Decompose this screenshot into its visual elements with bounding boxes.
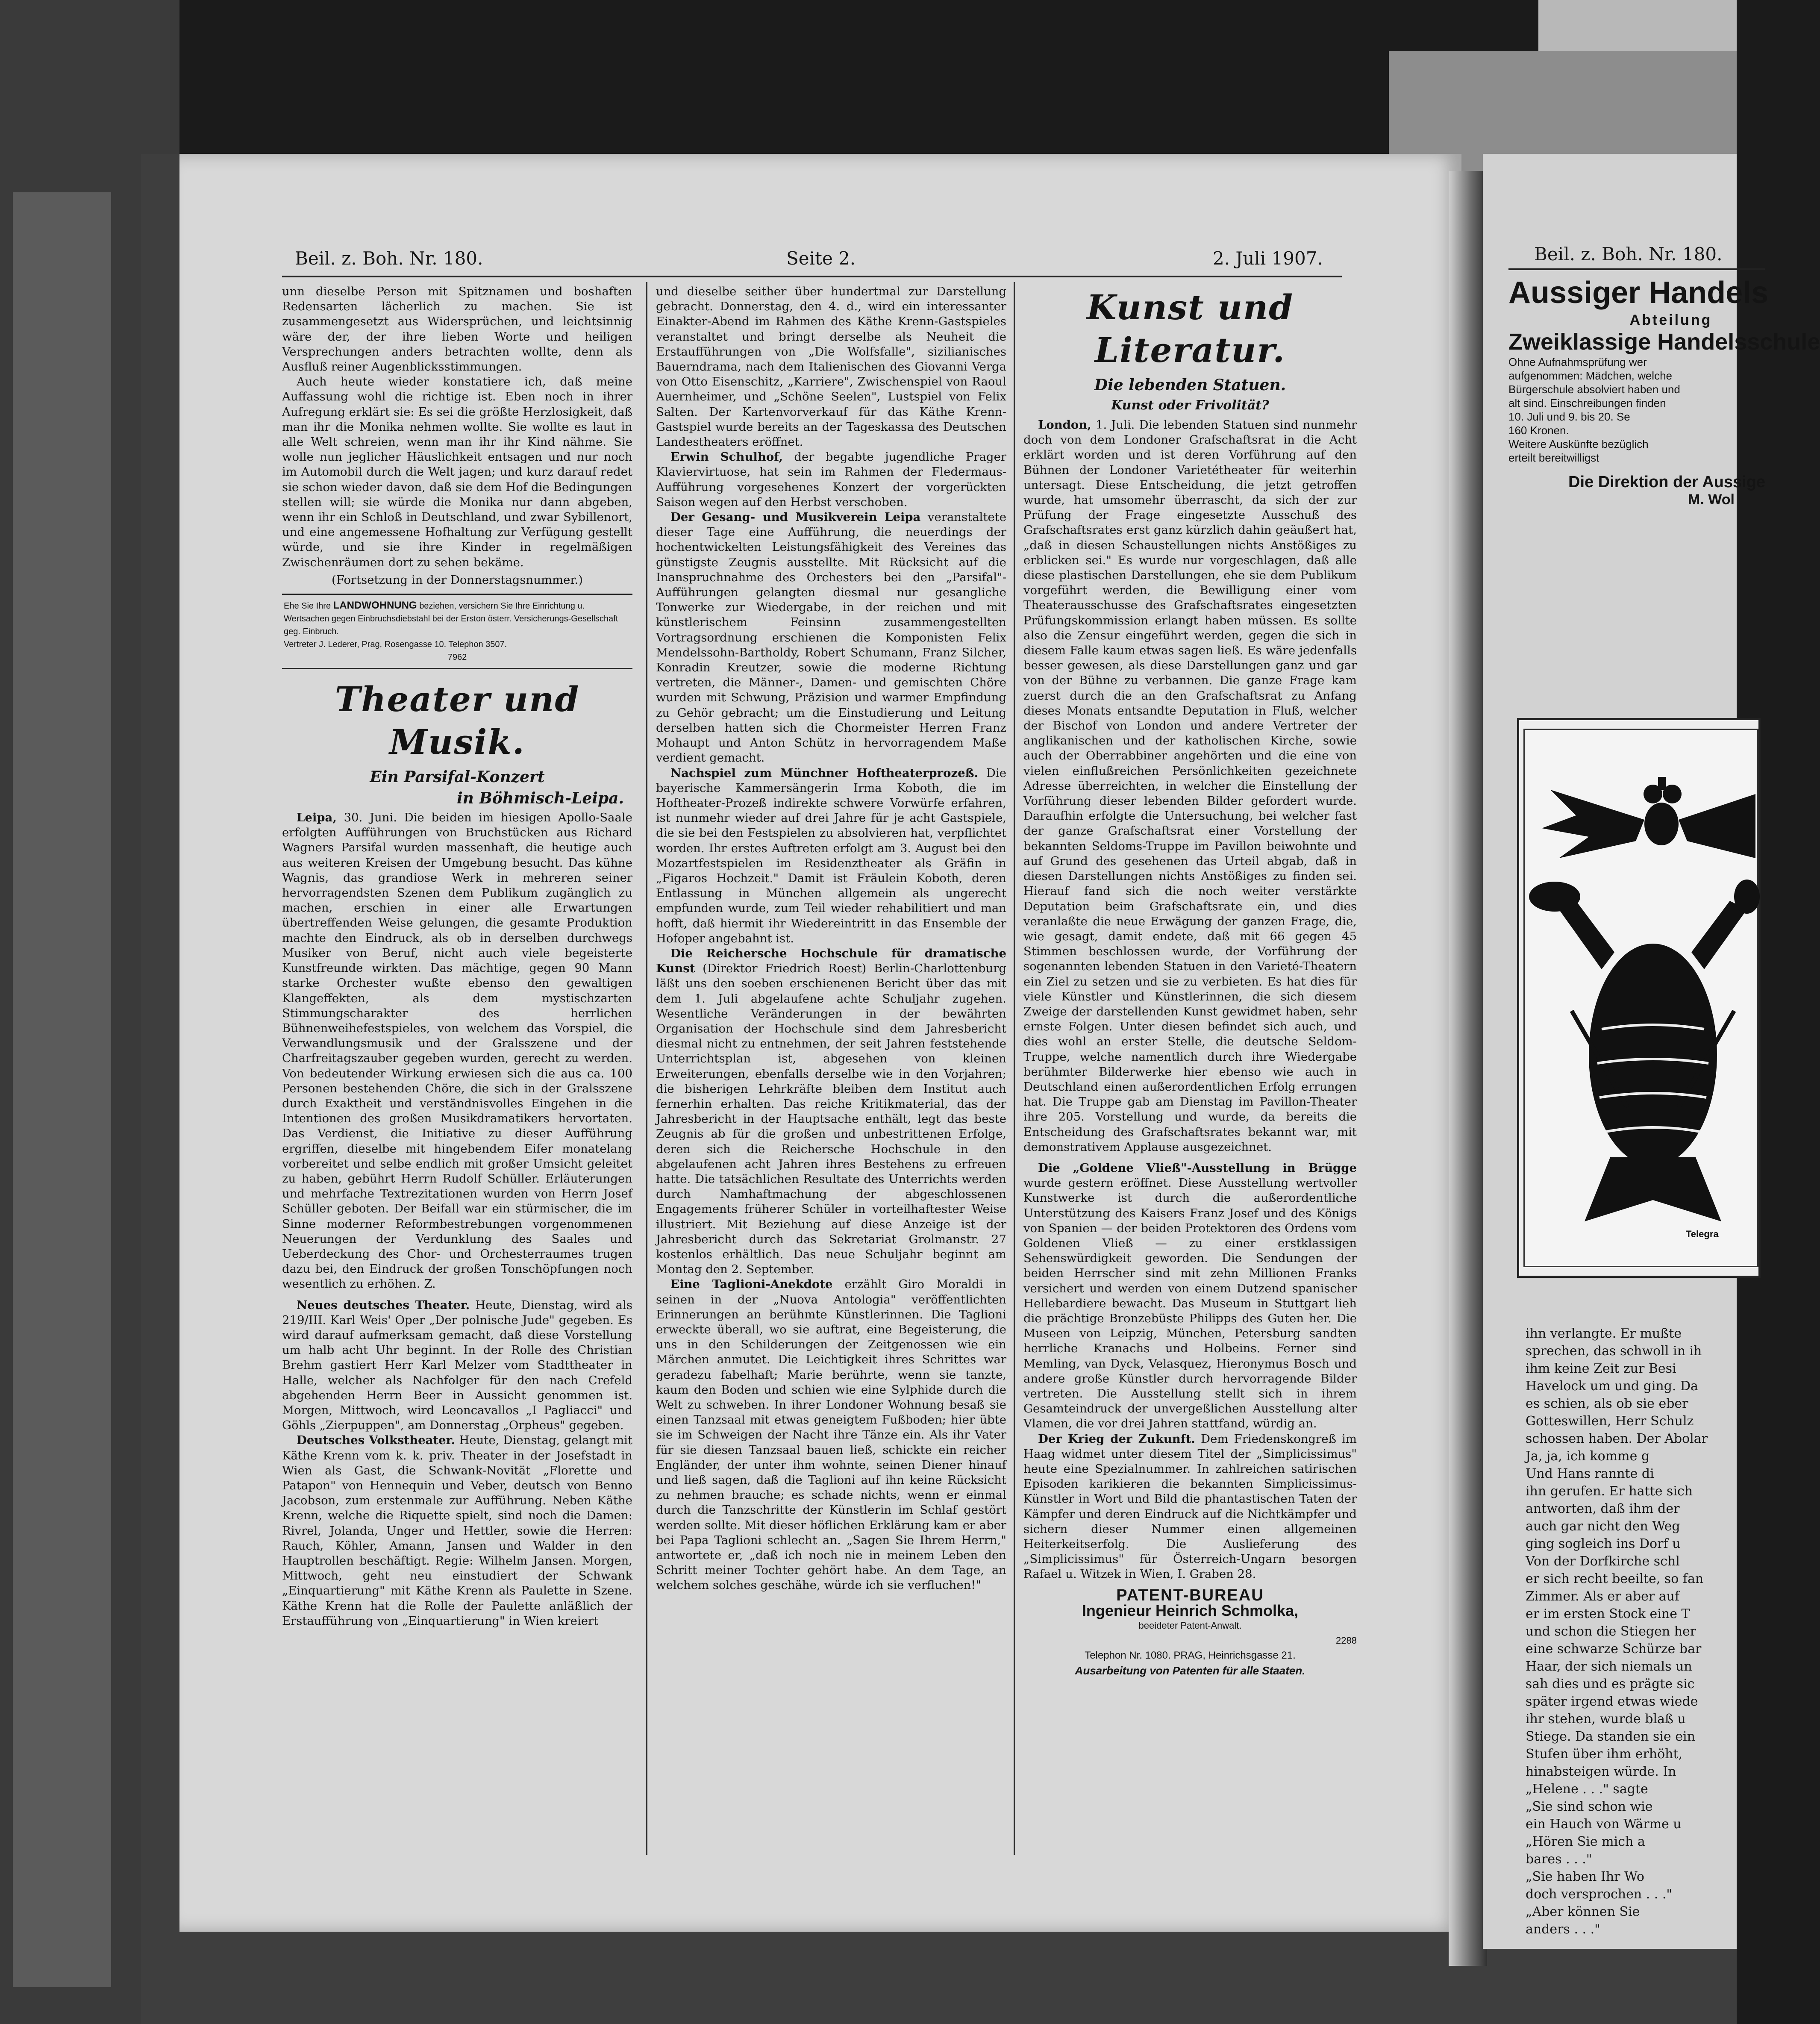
story-line: ein Hauch von Wärme u bbox=[1526, 1817, 1682, 1832]
article-paragraph: Auch heute wieder konstatiere ich, daß meine Auffassung wohl die richtige ist. Eben noch in ihrer Aufregung erklärt sie: Es sei die größte Herzlosigkeit, daß man ihr die Monika nehmen wollte. Sie wollte es laut in alle Welt schreien, wenn man ihr ihr Kind nähme. Sie wolle nun jeglicher Häuslichkeit entsagen und nur noch im Automobil durch die Welt jagen; und kurz darauf redet sie schon wieder davon, daß sie dem Hof die Bedingungen stellen will; sie würde die Monika nur dann abgeben, wenn ihr ein Schloß in Deutschland, und zwar Sybillenort, und eine angemessene Hofhaltung zur Verfügung gestellt würde, und sie ihre Kinder in regelmäßigen Zwischenräumen dort zu sehen bekäme. bbox=[282, 375, 632, 569]
item-heading: Deutsches Volkstheater. bbox=[297, 1433, 456, 1447]
header-left: Beil. z. Boh. Nr. 180. bbox=[295, 248, 483, 269]
item-heading: Der Krieg der Zukunft. bbox=[1038, 1432, 1195, 1446]
section-title-theater: Theater und Musik. bbox=[335, 679, 580, 762]
header-rule bbox=[282, 276, 1342, 277]
ad-body-line: 10. Juli und 9. bis 20. Se bbox=[1508, 410, 1630, 423]
ad-keyword: LANDWOHNUNG bbox=[333, 600, 417, 612]
ad-contact: Vertreter J. Lederer, Prag, Rosengasse 10. Telephon 3507. bbox=[284, 640, 507, 650]
story-line: ihn verlangte. Er mußte bbox=[1526, 1326, 1682, 1341]
story-line: anders . . ." bbox=[1526, 1922, 1600, 1937]
article-continuation: unn dieselbe Person mit Spitznamen und boshaften Redensarten lächerlich zu machen. Sie ist zusammengesetzt aus Widersprüchen, und leichtsinnig wäre der, der ihre lieben Worte und heiligen Versprechungen anders betrachten wollte, denn als Ausfluß reiner Augenblicksstimmungen. bbox=[282, 285, 632, 374]
item-heading: Eine Taglioni-Anekdote bbox=[670, 1277, 833, 1291]
ad-signature-name: M. Wol bbox=[1688, 491, 1735, 508]
story-line: Und Hans rannte di bbox=[1526, 1466, 1654, 1481]
item-heading: Die „Goldene Vließ"-Ausstellung in Brügge bbox=[1038, 1161, 1357, 1175]
story-line: Ja, ja, ich komme g bbox=[1526, 1449, 1650, 1464]
section-title-kunst: Kunst und Literatur. bbox=[1086, 287, 1294, 370]
illustration-caption: Telegra bbox=[1686, 1229, 1719, 1239]
ad-code: 7962 bbox=[447, 653, 467, 662]
newspaper-page-right bbox=[1483, 154, 1820, 1949]
ad-contact: Telephon Nr. 1080. PRAG, Heinrichsgasse 21. bbox=[1085, 1650, 1296, 1662]
article-title: Die lebenden Statuen. bbox=[1094, 376, 1286, 394]
story-line: doch versprochen . . ." bbox=[1526, 1887, 1673, 1902]
header-center: Seite 2. bbox=[786, 248, 856, 269]
story-line: Havelock um und ging. Da bbox=[1526, 1379, 1698, 1394]
article-subtitle: Kunst oder Frivolität? bbox=[1111, 398, 1269, 413]
item-body: Heute, Dienstag, gelangt mit Käthe Krenn vom k. k. priv. Theater in der Josefstadt in Wien als Gast, die Schwank-Novität „Florette und Patapon" von Hennequin und Veber, deutsch von Benno Jacobson, zum erstenmale zur Aufführung. Neben Käthe Krenn, welche die Riquette spielt, sind noch die Damen: Rivrel, Jolanda, Unger und Hettler, sowie die Herren: Rauch, Köhler, Amann, Jansen und Walder in den Hauptrollen beschäftigt. Regie: Wilhelm Jansen. Morgen, Mittwoch, geht neu einstudiert der Schwank „Einquartierung" mit Käthe Krenn als Paulette in Szene. Käthe Krenn hat die Rolle der Paulette anläßlich der Erstaufführung von „Einquartierung" in Wien kreiert bbox=[282, 1433, 632, 1628]
story-line: antworten, daß ihm der bbox=[1526, 1501, 1680, 1516]
ad-name: Ingenieur Heinrich Schmolka, bbox=[1082, 1601, 1299, 1619]
item-body: (Direktor Friedrich Roest) Berlin-Charlottenburg läßt uns den soeben erschienenen Bericht über das mit dem 1. Juli abgelaufene achte Schuljahr zugehen. Wesentliche Veränderungen in der bewährten Organisation der Hochschule sind dem Jahresbericht diesmal nicht zu entnehmen, der seit Jahren feststehende Unterrichtsplan ist, abgesehen von kleinen Erweiterungen, ebenfalls derselbe wie in den Vorjahren; die bisherigen Lehrkräfte bleiben dem Institut auch fernerhin erhalten. Das reiche Kritikmaterial, das der Jahresbericht in der Hauptsache enthält, legt das beste Zeugnis ab für die großen und unbestrittenen Erfolge, deren sich die Reichersche Hochschule in den abgelaufenen acht Jahren ihres Bestehens zu erfreuen hatte. Die tatsächlichen Resultate des Unterrichts werden durch Namhaftmachung der abgeschlossenen Engagements früherer Schüler in vorteilhaftester Weise illustriert. Mit Beziehung auf diese Anzeige ist der Jahresbericht durch das Sekretariat Grolmanstr. 27 kostenlos erhältlich. Das neue Schuljahr beginnt am Montag den 2. September. bbox=[656, 962, 1006, 1277]
ad-slogan: Ausarbeitung von Patenten für alle Staaten. bbox=[1075, 1664, 1305, 1677]
story-line: ihr stehen, wurde blaß u bbox=[1526, 1712, 1686, 1727]
ad-body-line: Weitere Auskünfte bezüglich bbox=[1508, 438, 1649, 450]
story-line: „Hören Sie mich a bbox=[1526, 1834, 1645, 1849]
article-continuation: und dieselbe seither über hundertmal zur Darstellung gebracht. Donnerstag, den 4. d., wird ein interessanter Einakter-Abend im Rahmen des Käthe Krenn-Gastspieles veranstaltet und bringt derselbe als Neuheit die Erstaufführungen von „Die Wolfsfalle", sizilianisches Bauerndrama, nach dem Italienischen des Giovanni Verga von Otto Eisenschitz, „Karriere", Zwischenspiel von Raoul Auernheimer, und „Schöne Seelen", Lustspiel von Felix Salten. Der Kartenvorverkauf für das Käthe Krenn-Gastspiel wurde bereits an der Tageskassa des Deutschen Landestheaters eröffnet. bbox=[656, 285, 1006, 449]
item-heading: Der Gesang- und Musikverein Leipa bbox=[670, 510, 921, 524]
story-line: ging sogleich ins Dorf u bbox=[1526, 1536, 1681, 1551]
ad-subtitle: beeideter Patent-Anwalt. bbox=[1138, 1620, 1242, 1631]
column-2 bbox=[656, 284, 1006, 1857]
item-body: Dem Friedenskongreß im Haag widmet unter diesem Titel der „Simplicissimus" heute eine Spezialnummer. In zahlreichen satirischen Episoden karikieren die bekannten Simplicissimus-Künstler in Wort und Bild die phantastischen Taten der Kämpfer und deren Eindruck auf die Nichtkämpfer und sichern dieser Nummer einen allgemeinen Heiterkeitserfolg. Die Auslieferung des „Simplicissimus" für Österreich-Ungarn besorgen Rafael u. Witzek in Wien, I. Graben 28. bbox=[1023, 1432, 1357, 1581]
column-rule-1 bbox=[646, 282, 647, 1855]
article-body: 1. Juli. Die lebenden Statuen sind nunmehr doch von dem Londoner Grafschaftsrat in die Acht erklärt worden und ist deren Vorführung auf den Bühnen der Londoner Varietétheater für weiterhin untersagt. Diese Entscheidung, die jetzt getroffen wurde, hat umsomehr überrascht, da sich der zur Prüfung der Frage eingesetzte Ausschuß des Grafschaftsrates erst ganz kürzlich dahin geäußert hat, „daß in diesen Schaustellungen nichts Anstößiges zu erblicken sei." Es wurde nur vorgeschlagen, daß alle diese plastischen Darstellungen, ehe sie dem Publikum vorgeführt werden, die Bewilligung einer vom Theaterausschusse des Grafschaftsrates eingesetzten Prüfungskommission erlangt haben müssen. Es sollte also die Zensur eingeführt werden, gegen die sich in diesem Falle kaum etwas sagen ließ. Es wäre jedenfalls besser gewesen, als diese Darstellungen ganz und gar von der Bühne zu verbannen. Die ganze Frage kam zuerst durch die an den Grafschaftsrat zu Anfang dieses Monats entsandte Deputation in Fluß, welcher der Bischof von London und andere Vertreter der anglikanischen und der katholischen Kirche, sowie auch der Oberrabbiner angehörten und die eine von vielen einflußreichen Persönlichkeiten gezeichnete Adresse überreichten, in welcher die Einstellung der Vorführung dieser lebenden Bilder gefordert wurde. Daraufhin erfolgte die Untersuchung, bei welcher fast der ganze Grafschaftsrat einer Vorstellung der bekannten Seldoms-Truppe im Pavillon beiwohnte und auf Grund des gesehenen das Urteil abgab, daß in diesen Darstellungen nichts Anstößiges zu finden sei. Hierauf fand sich die noch weiter verstärkte Deputation beim Grafschaftsrate ein, und dies veranlaßte die neue Erwägung der ganzen Frage, die, wie gesagt, damit endete, daß mit 66 gegen 45 Stimmen beschlossen wurde, der Vorführung der sogenannten lebenden Statuen in den Varieté-Theatern ein Ziel zu setzen und sie zu verbieten. Es hat dies für viele Künstler und Künstlerinnen, die sich diesem Zweige der darstellenden Kunst gewidmet haben, sehr ernste Folgen. Unter diesen befindet sich auch, und dies wohl an erster Stelle, die deutsche Seldom-Truppe, welche namentlich durch ihre Wiedergabe berühmter Bilderwerke hier ebenso wie auch in Deutschland einen außerordentlichen Erfolg errungen hat. Die Truppe gab am Dienstag im Pavillon-Theater ihre 205. Vorstellung und wurde, da bereits die Entscheidung des Grafschaftsrates bekannt war, mit demonstrativem Applause ausgezeichnet. bbox=[1023, 418, 1357, 1154]
story-line: Gotteswillen, Herr Schulz bbox=[1526, 1414, 1694, 1429]
item-heading: Die Reichersche Hochschule für dramatische Kunst bbox=[656, 946, 1006, 976]
story-line: Stiege. Da standen sie ein bbox=[1526, 1729, 1695, 1744]
story-line: sah dies und es prägte sic bbox=[1526, 1677, 1695, 1692]
article-title: Ein Parsifal-Konzert bbox=[370, 768, 545, 786]
story-line: später irgend etwas wiede bbox=[1526, 1694, 1698, 1709]
story-line: bares . . ." bbox=[1526, 1852, 1592, 1867]
ad-title: PATENT-BUREAU bbox=[1116, 1586, 1264, 1604]
story-line: hinabsteigen würde. In bbox=[1526, 1764, 1676, 1779]
item-heading: Nachspiel zum Münchner Hoftheaterprozeß. bbox=[670, 766, 979, 780]
story-line: „Aber können Sie bbox=[1526, 1904, 1640, 1919]
ad-body-line: erteilt bereitwilligst bbox=[1508, 451, 1599, 464]
story-column bbox=[1526, 1325, 1748, 1938]
illustrated-ad bbox=[1517, 718, 1761, 1278]
story-line: und schon die Stiegen her bbox=[1526, 1624, 1697, 1639]
book-gutter bbox=[1449, 171, 1487, 1966]
story-line: schossen haben. Der Abolar bbox=[1526, 1431, 1708, 1446]
school-ad bbox=[1508, 274, 1820, 508]
story-line: eine schwarze Schürze bar bbox=[1526, 1642, 1702, 1656]
story-line: Haar, der sich niemals un bbox=[1526, 1659, 1692, 1674]
column-3 bbox=[1023, 284, 1357, 1857]
story-line: ihm keine Zeit zur Besi bbox=[1526, 1361, 1676, 1376]
story-line: „Sie sind schon wie bbox=[1526, 1799, 1653, 1814]
item-body: Heute, Dienstag, wird als 219/III. Karl Weis' Oper „Der polnische Jude" gegeben. Es wird darauf aufmerksam gemacht, daß diese Vorstellung um halb acht Uhr beginnt. In der Rolle des Christian Brehm gastiert Herr Karl Melzer vom Stadttheater in Halle, welcher als Nachfolger für den nach Crefeld abgehenden Herrn Beer in Aussicht genommen ist. Morgen, Mittwoch, wird Leoncavallos „I Pagliacci" und Göhls „Zierpuppen", am Donnerstag „Orpheus" gegeben. bbox=[282, 1298, 632, 1433]
article-body: 30. Juni. Die beiden im hiesigen Apollo-Saale erfolgten Aufführungen von Bruchstücken aus Richard Wagners Parsifal wurden massenhaft, die heutige auch aus weiteren Kreisen der Umgebung besucht. Das kühne Wagnis, das grandiose Werk in mehreren seiner hervorragendsten Szenen dem Publikum zugänglich zu machen, erschien in einer alle Erwartungen übertreffenden Weise gelungen, die gesamte Produktion machte den Eindruck, als ob in derselben durchwegs Musiker von Beruf, nicht auch viele begeisterte Kunstfreunde wirkten. Das mächtige, gegen 90 Mann starke Orchester wußte ebenso den gewaltigen Klangeffekten, als dem mystischzarten Stimmungscharakter des herrlichen Bühnenweihefestspieles, von welchem das Vorspiel, die Verwandlungsmusik und der Gralsszene und der Charfreitagszauber gegeben wurden, gerecht zu werden. Von bedeutender Wirkung erwiesen sich die aus ca. 100 Personen bestehenden Chöre, die sich in der Gralsszene durch Exaktheit und verständnisvolles Eingehen in die Intentionen des großen Musikdramatikers hervortaten. Das Verdienst, die Initiative zu dieser Aufführung ergriffen, dieselbe mit hingebendem Eifer monatelang vorbereitet und selbe endlich mit großer Umsicht geleitet zu haben, gebührt Herrn Rudolf Schüller. Erläuterungen und mehrfache Textrezitationen wurden von Herrn Josef Schüller geboten. Der Beifall war ein stürmischer, die im Sinne moderner Reformbestrebungen vorgenommenen Neuerungen der Verdunklung des Saales und Ueberdeckung des Chor- und Orchesterraumes trugen dazu bei, den Eindruck der großen Tonschöpfungen noch wesentlich zu erhöhen. Z. bbox=[282, 811, 632, 1291]
lobster-icon bbox=[1529, 880, 1760, 1221]
story-line: er im ersten Stock eine T bbox=[1526, 1606, 1690, 1621]
header-right: 2. Juli 1907. bbox=[1213, 248, 1323, 269]
dateline: Leipa, bbox=[297, 811, 337, 825]
column-1 bbox=[282, 284, 632, 1857]
article-subtitle: in Böhmisch-Leipa. bbox=[457, 789, 624, 808]
right-header-rule bbox=[1508, 268, 1765, 270]
ad-text: beziehen, versichern Sie Ihre Einrichtung u. Wertsachen gegen Einbruchsdiebstahl bei der Erston österr. Versicherungs-Gesellschaft geg. Einbruch. bbox=[284, 601, 618, 637]
item-heading: Neues deutsches Theater. bbox=[297, 1298, 470, 1312]
eagle-lobster-illustration bbox=[1525, 730, 1755, 1260]
column-rule-2 bbox=[1014, 282, 1015, 1855]
story-line: „Sie haben Ihr Wo bbox=[1526, 1869, 1644, 1884]
right-page-header: Beil. z. Boh. Nr. 180. bbox=[1534, 244, 1723, 265]
ad-text: Ehe Sie Ihre bbox=[284, 601, 331, 611]
story-line: sprechen, das schwoll in ih bbox=[1526, 1344, 1702, 1359]
story-line: Stufen über ihm erhöht, bbox=[1526, 1747, 1683, 1762]
story-line: es schien, als ob sie eber bbox=[1526, 1396, 1688, 1411]
story-line: er sich recht beeilte, so fan bbox=[1526, 1571, 1704, 1586]
ad-heading: Zweiklassige Handelsschule bbox=[1508, 329, 1820, 355]
story-line: auch gar nicht den Weg bbox=[1526, 1519, 1680, 1534]
ad-frame bbox=[1523, 729, 1758, 1267]
ad-body-line: alt sind. Einschreibungen finden bbox=[1508, 397, 1666, 409]
insurance-ad bbox=[282, 594, 632, 669]
dateline: London, bbox=[1038, 418, 1091, 432]
story-line: Zimmer. Als er aber auf bbox=[1526, 1589, 1680, 1604]
item-body: veranstaltete dieser Tage eine Aufführung, die neuerdings der hochentwickelten Leistungsfähigkeit des Vereines das günstigste Zeugnis ausstellte. Mit Rücksicht auf die Inanspruchnahme des Orchesters bei den „Parsifal"-Aufführungen gelangten diesmal nur gesangliche Tonwerke zur Wiedergabe, in der reichen und mit künstlerischem Feinsinn zusammengestellten Vortragsordnung erschienen die Komponisten Felix Mendelssohn-Bartholdy, Robert Schumann, Franz Silcher, Konradin Kreutzer, sowie die moderne Richtung vertreten, die Männer-, Damen- und gemischten Chöre wurden mit Schwung, Präzision und warmer Empfindung zu Gehör gebracht; um die Einstudierung und Leitung derselben hatten sich die Chormeister Herren Franz Mohaupt und Anton Schütz in hervorragendem Maße verdient gemacht. bbox=[656, 510, 1006, 765]
ad-body-line: Ohne Aufnahmsprüfung wer bbox=[1508, 356, 1647, 368]
continuation-note: (Fortsetzung in der Donnerstagsnummer.) bbox=[332, 573, 583, 587]
item-heading: Erwin Schulhof, bbox=[670, 450, 783, 464]
ad-signature: Die Direktion der Aussige bbox=[1568, 473, 1766, 491]
story-line: Von der Dorfkirche schl bbox=[1526, 1554, 1680, 1569]
story-line: ihn gerufen. Er hatte sich bbox=[1526, 1484, 1693, 1499]
ad-title: Aussiger Handels bbox=[1508, 276, 1769, 310]
background-stripe bbox=[13, 192, 111, 1987]
ad-subtitle: Abteilung bbox=[1629, 312, 1712, 328]
item-body: erzählt Giro Moraldi in seinen in der „Nuova Antologia" veröffentlichten Erinnerungen an berühmte Künstlerinnen. Die Taglioni erweckte überall, wo sie auftrat, eine Begeisterung, die uns in den Schilderungen der Zeitgenossen wie ein Märchen anmutet. Die Leichtigkeit ihres Schrittes war geradezu fabelhaft; Marie berührte, wenn sie tanzte, kaum den Boden und schien wie eine Sylphide durch die Welt zu schweben. In ihrer Londoner Wohnung besaß sie einen Tanzsaal mit etwas geneigtem Fußboden; hier übte sie im Schweigen der Nacht ihre Tänze ein. Als ihr Vater für sie diesen Tanzsaal bauen ließ, schickte ein reicher Engländer, der unter ihm wohnte, seinen Diener hinauf und ließ sagen, daß die Taglioni auf ihn keine Rücksicht zu nehmen brauche; es schade nichts, wenn er einmal durch die Tanzschritte der Künstlerin im Schlaf gestört werden sollte. Mit dieser höflichen Erklärung kam er aber bei Papa Taglioni schlecht an. „Sagen Sie Ihrem Herrn," antwortete er, „daß ich noch nie in meinem Leben den Schritt meiner Tochter gehört habe. An dem Tage, an welchem solches geschähe, würde ich sie verfluchen!" bbox=[656, 1277, 1006, 1592]
story-line: „Helene . . ." sagte bbox=[1526, 1782, 1648, 1797]
ad-body-line: 160 Kronen. bbox=[1508, 424, 1569, 437]
patent-bureau-ad bbox=[1023, 1588, 1357, 1678]
item-body: der begabte jugendliche Prager Klaviervirtuose, hat sein im Rahmen der Fledermaus-Aufführung vorgesehenes Konzert der vorgerückten Saison wegen auf den Herbst verschoben. bbox=[656, 450, 1006, 509]
eagle-icon bbox=[1542, 777, 1755, 858]
item-body: Die bayerische Kammersängerin Irma Koboth, die im Hoftheater-Prozeß indirekte schwere Vorwürfe erfahren, ist nunmehr wieder auf drei Jahre für je acht Gastspiele, die sie bei den Festspielen zu absolvieren hat, verpflichtet worden. Ihr erstes Auftreten erfolgt am 3. August bei den Mozartfestspielen im Residenztheater als Gräfin in „Figaros Hochzeit." Damit ist Fräulein Koboth, deren Entlassung in München allgemein als ungerecht empfunden wurde, zum Teil wieder rehabilitiert und man hofft, daß hiermit ihr Wiedereintritt in das Ensemble der Hofoper angebahnt ist. bbox=[656, 766, 1006, 945]
ad-body-line: Bürgerschule absolviert haben und bbox=[1508, 383, 1680, 396]
ad-code: 2288 bbox=[1336, 1635, 1357, 1646]
ad-body-line: aufgenommen: Mädchen, welche bbox=[1508, 369, 1673, 382]
item-body: wurde gestern eröffnet. Diese Ausstellung wertvoller Kunstwerke ist durch die außerordentliche Unterstützung des Kaisers Franz Josef und des Königs von Spanien — der beiden Protektoren des Ordens vom Goldenen Vließ — zu einer erstklassigen Sehenswürdigkeit geworden. Die Sendungen der beiden Herrscher sind mit zehn Millionen Franks versichert und werden von einem Dutzend spanischer Hellebardiere bewacht. Das Museum in Stuttgart lieh die prächtige Bronzebüste Philipps des Guten her. Die Museen von Leipzig, München, Petersburg sandten herrliche Kranachs und Holbeins. Ferner sind Memling, van Dyck, Velasquez, Hieronymus Bosch und andere große Künstler durch hervorragende Bilder vertreten. Die Ausstellung stellt sich in ihrem Gesamteindruck der unvergeßlichen Ausstellung alter Vlamen, die vor drei Jahren stattfand, würdig an. bbox=[1023, 1176, 1357, 1431]
